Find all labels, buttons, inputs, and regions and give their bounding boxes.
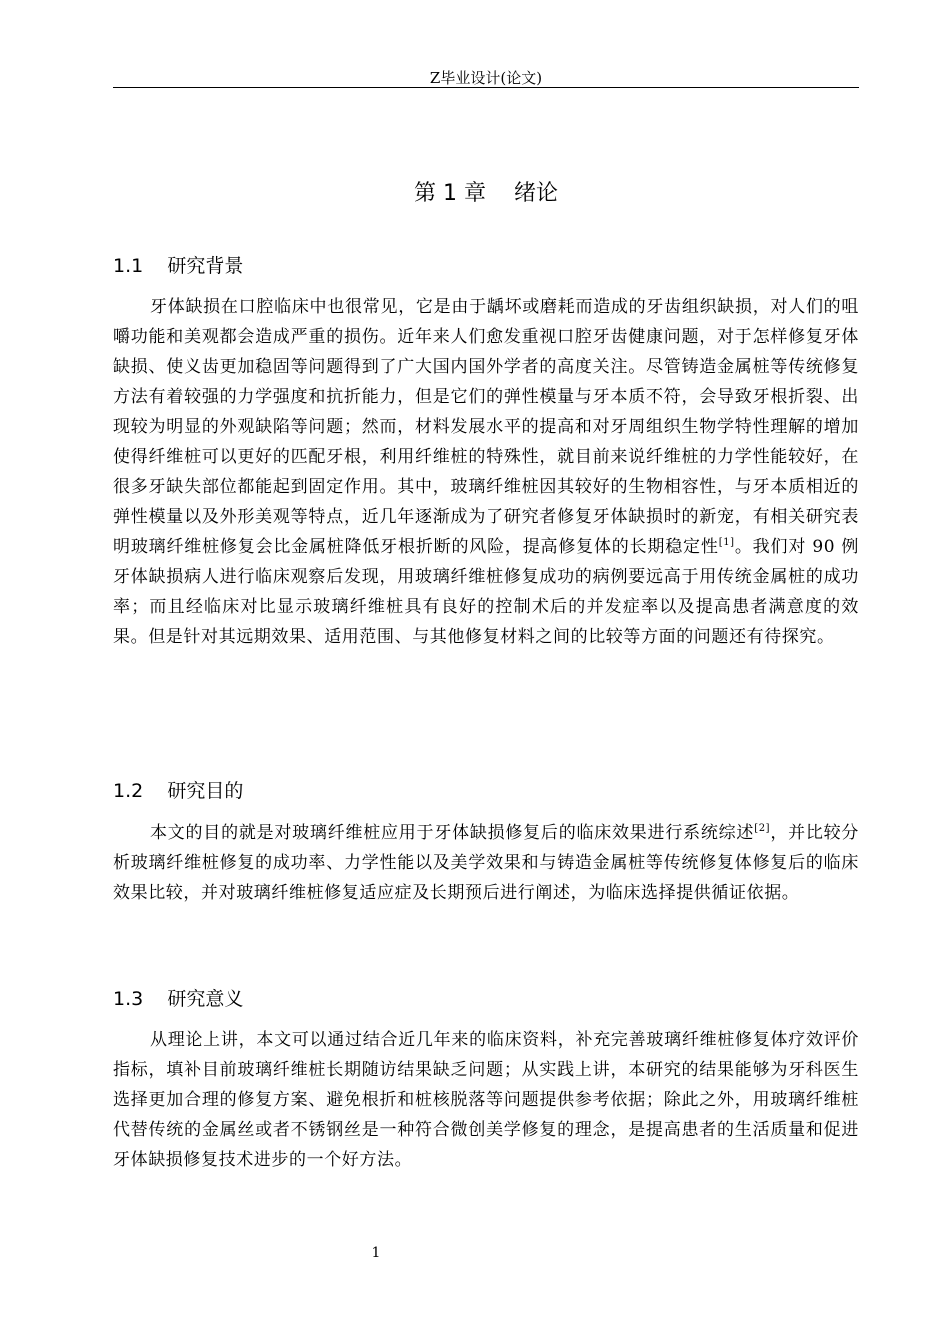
paragraph-text: ，并比较分析玻璃纤维桩修复的成功率、力学性能以及美学效果和与铸造金属桩等传统修复体修复后的临床效果比较，并对玻璃纤维桩修复适应症及长期预后进行阐述，为临床选择提供循证依据。 [113,823,860,903]
paragraph-text: 本文的目的就是对玻璃纤维桩应用于牙体缺损修复后的临床效果进行系统综述 [150,823,755,843]
chapter-title: 第 1 章 绪论 [414,181,558,206]
paragraph-purpose [113,818,859,908]
citation-ref-1[interactable]: [1] [718,537,735,548]
running-header: Z毕业设计(论文) [429,69,543,87]
section-heading-purpose: 1.2 研究目的 [113,780,244,802]
citation-ref-2[interactable]: [2] [754,823,771,834]
page-number: 1 [371,1245,381,1261]
paragraph-text: 。我们对 90 例牙体缺损病人进行临床观察后发现，用玻璃纤维桩修复成功的病例要远高于用传统金属桩的成功率；而且经临床对比显示玻璃纤维桩具有良好的控制术后的并发症率以及提高患者满意度的效果。但是针对其远期效果、适用范围、与其他修复材料之间的比较等方面的问题还有待探究。 [113,537,859,647]
header-rule [113,87,859,88]
section-heading-significance: 1.3 研究意义 [113,988,244,1010]
paragraph-text: 牙体缺损在口腔临床中也很常见，它是由于龋坏或磨耗而造成的牙齿组织缺损，对人们的咀嚼功能和美观都会造成严重的损伤。近年来人们愈发重视口腔牙齿健康问题，对于怎样修复牙体缺损、使义齿更加稳固等问题得到了广大国内国外学者的高度关注。尽管铸造金属桩等传统修复方法有着较强的力学强度和抗折能力，但是它们的弹性模量与牙本质不符，会导致牙根折裂、出现较为明显的外观缺陷等问题；然而，材料发展水平的提高和对牙周组织生物学特性理解的增加使得纤维桩可以更好的匹配牙根，利用纤维桩的特殊性，就目前来说纤维桩的力学性能较好，在很多牙缺失部位都能起到固定作用。其中，玻璃纤维桩因其较好的生物相容性，与牙本质相近的弹性模量以及外形美观等特点，近几年逐渐成为了研究者修复牙体缺损时的新宠，有相关研究表明玻璃纤维桩修复会比金属桩降低牙根折断的风险，提高修复体的长期稳定性 [113,297,859,557]
section-heading-background: 1.1 研究背景 [113,255,244,277]
paragraph-background [113,292,859,652]
paragraph-significance: 从理论上讲，本文可以通过结合近几年来的临床资料，补充完善玻璃纤维桩修复体疗效评价指标，填补目前玻璃纤维桩长期随访结果缺乏问题；从实践上讲，本研究的结果能够为牙科医生选择更加合理的修复方案、避免根折和桩核脱落等问题提供参考依据；除此之外，用玻璃纤维桩代替传统的金属丝或者不锈钢丝是一种符合微创美学修复的理念，是提高患者的生活质量和促进牙体缺损修复技术进步的一个好方法。 [113,1030,859,1170]
